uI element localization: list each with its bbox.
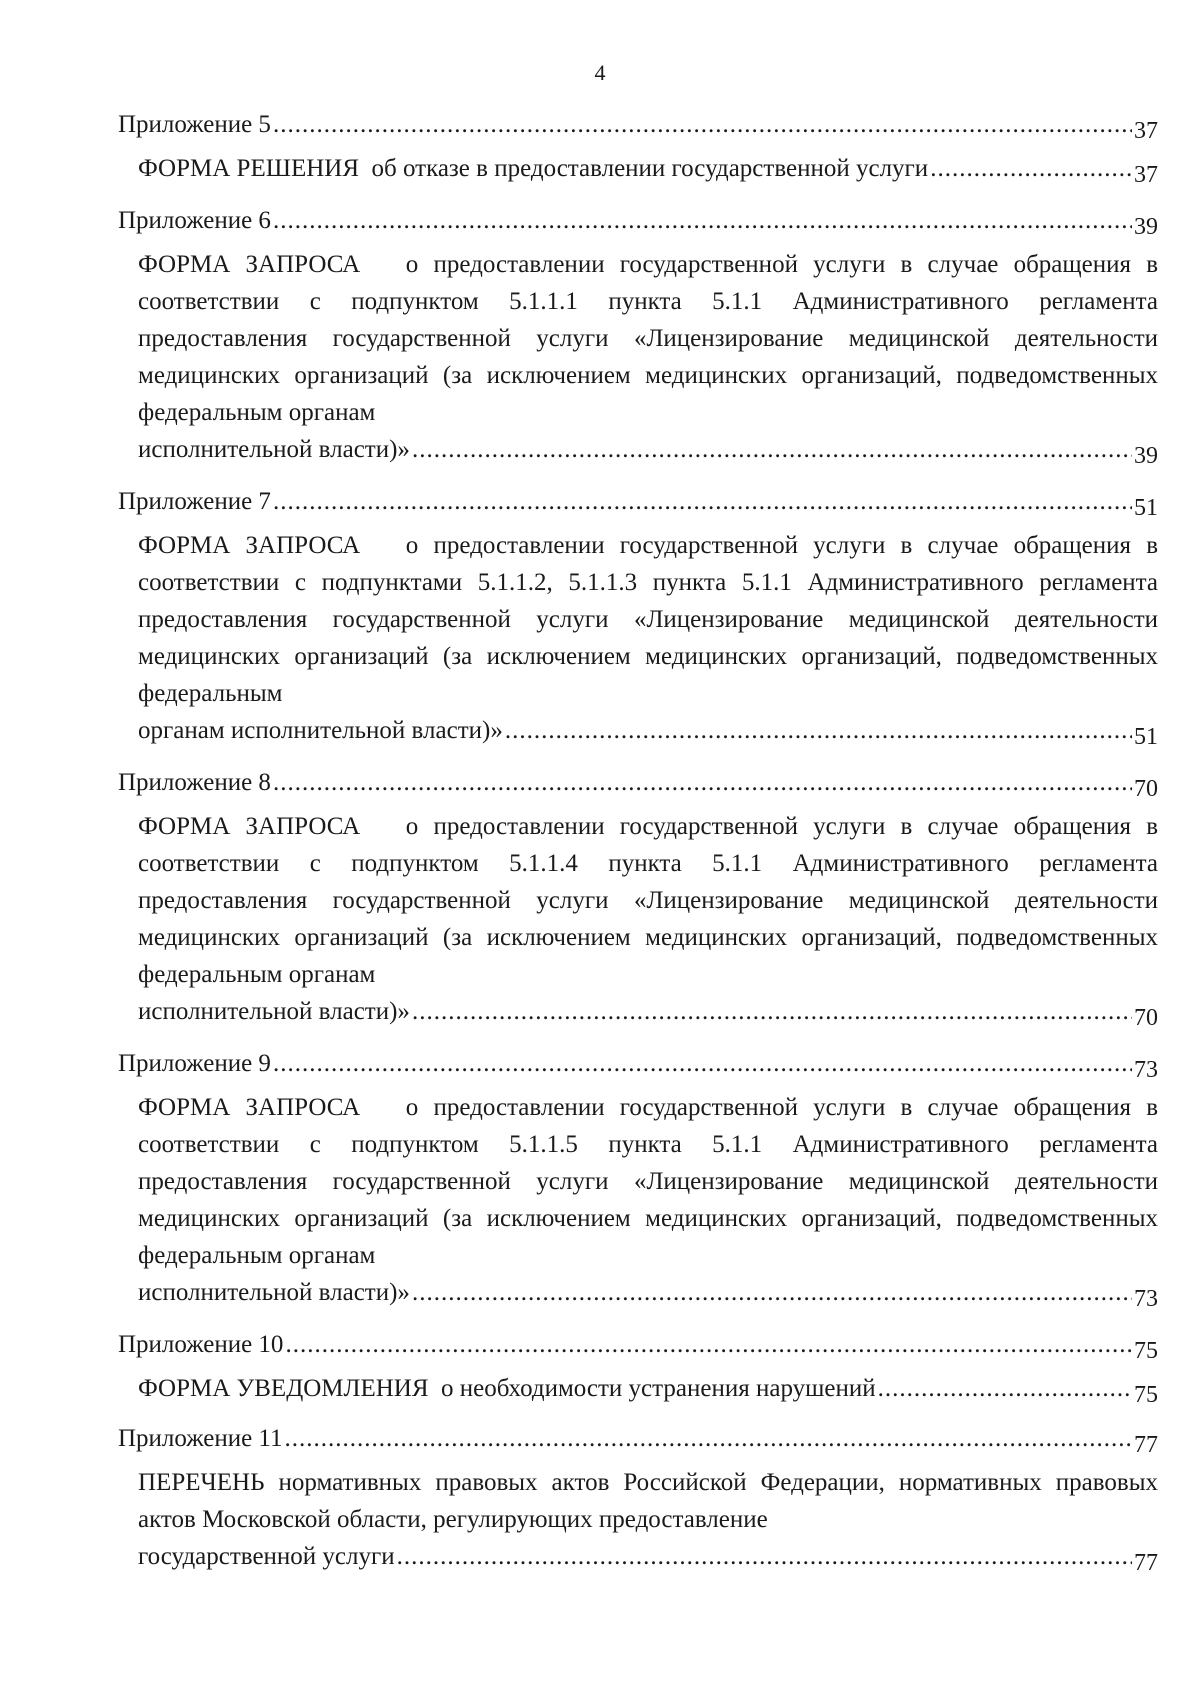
subentry-head: ФОРМА УВЕДОМЛЕНИЯ <box>138 1375 429 1402</box>
dot-leader <box>397 1538 1132 1575</box>
appendix-page-number: 77 <box>1134 1432 1158 1458</box>
toc-appendix-line[interactable] <box>118 1328 1158 1362</box>
toc-subentry[interactable] <box>118 1464 1158 1576</box>
toc-entry <box>118 204 1158 469</box>
subentry-last-line: исполнительной власти)» <box>138 998 410 1025</box>
subentry-text: о предоставлении государственной услуги в случае обращения в соответствии с подпунктом 5.1.1.4 пункта 5.1.1 Административного регламента предоставления государственной услуги «Лицензирование медицинской деятельности медицинских организаций (за исключением медицинских организаций, подведомственных федеральным органам <box>138 813 1159 988</box>
toc-entry <box>118 1422 1158 1576</box>
toc-appendix-line[interactable] <box>118 204 1158 238</box>
subentry-last-line: исполнительной власти)» <box>138 436 410 463</box>
subentry-page-number: 51 <box>1134 724 1158 750</box>
toc-subentry-line <box>138 712 1158 750</box>
toc-subentry[interactable] <box>118 246 1158 469</box>
subentry-page-number: 70 <box>1134 1005 1158 1031</box>
subentry-text: о необходимости устранения нарушений <box>441 1375 876 1402</box>
dot-leader <box>273 204 1132 238</box>
dot-leader <box>930 150 1132 187</box>
dot-leader <box>505 712 1132 749</box>
appendix-page-number: 73 <box>1134 1057 1158 1083</box>
appendix-page-number: 39 <box>1134 214 1158 240</box>
appendix-page-number: 70 <box>1134 776 1158 802</box>
subentry-head: ФОРМА ЗАПРОСА <box>138 1094 361 1121</box>
toc-subentry <box>118 1370 1158 1408</box>
appendix-title: Приложение 10 <box>118 1331 284 1358</box>
table-of-contents <box>118 108 1158 1592</box>
appendix-title: Приложение 8 <box>118 769 271 796</box>
appendix-title: Приложение 11 <box>118 1425 283 1452</box>
subentry-page-number: 37 <box>1134 162 1158 188</box>
subentry-head: ФОРМА ЗАПРОСА <box>138 813 361 840</box>
toc-entry <box>118 1328 1158 1408</box>
toc-entry <box>118 766 1158 1031</box>
subentry-page-number: 73 <box>1134 1286 1158 1312</box>
toc-subentry[interactable] <box>118 808 1158 1031</box>
dot-leader <box>273 108 1132 142</box>
appendix-page-number: 37 <box>1134 118 1158 144</box>
dot-leader <box>412 993 1132 1030</box>
subentry-head: ФОРМА РЕШЕНИЯ <box>138 155 359 182</box>
dot-leader <box>273 766 1132 800</box>
toc-subentry[interactable] <box>118 527 1158 750</box>
toc-entry <box>118 1047 1158 1312</box>
dot-leader <box>273 1047 1132 1081</box>
toc-subentry-line <box>138 1274 1158 1312</box>
toc-subentry-line <box>138 993 1158 1031</box>
appendix-title: Приложение 5 <box>118 111 271 138</box>
dot-leader <box>285 1422 1132 1456</box>
subentry-text: о предоставлении государственной услуги в случае обращения в соответствии с подпунктами 5.1.1.2, 5.1.1.3 пункта 5.1.1 Административного регламента предоставления государственной услуги «Лицензирование медицинской деятельности медицинских организаций (за исключением медицинских организаций, подведомственных федеральным <box>138 532 1159 707</box>
toc-appendix-line[interactable] <box>118 108 1158 142</box>
appendix-page-number: 51 <box>1134 495 1158 521</box>
toc-entry <box>118 485 1158 750</box>
subentry-last-line: исполнительной власти)» <box>138 1279 410 1306</box>
dot-leader <box>273 485 1132 519</box>
subentry-text: об отказе в предоставлении государственной услуги <box>371 155 929 182</box>
subentry-text: о предоставлении государственной услуги в случае обращения в соответствии с подпунктом 5.1.1.5 пункта 5.1.1 Административного регламента предоставления государственной услуги «Лицензирование медицинской деятельности медицинских организаций (за исключением медицинских организаций, подведомственных федеральным органам <box>138 1094 1159 1269</box>
toc-subentry-line[interactable] <box>138 150 1158 188</box>
page-number: 4 <box>594 60 606 85</box>
toc-subentry-line <box>138 431 1158 469</box>
dot-leader <box>285 1328 1132 1362</box>
toc-subentry-line <box>138 1538 1158 1576</box>
dot-leader <box>878 1370 1132 1407</box>
subentry-last-line: государственной услуги <box>138 1543 395 1570</box>
subentry-text: нормативных правовых актов Российской Федерации, нормативных правовых актов Московской области, регулирующих предоставление <box>138 1469 1158 1533</box>
subentry-last-line: органам исполнительной власти)» <box>138 717 503 744</box>
subentry-text: о предоставлении государственной услуги в случае обращения в соответствии с подпунктом 5.1.1.1 пункта 5.1.1 Административного регламента предоставления государственной услуги «Лицензирование медицинской деятельности медицинских организаций (за исключением медицинских организаций, подведомственных федеральным органам <box>138 251 1159 426</box>
subentry-head: ФОРМА ЗАПРОСА <box>138 251 361 278</box>
dot-leader <box>412 431 1132 468</box>
toc-subentry[interactable] <box>118 1089 1158 1312</box>
appendix-title: Приложение 7 <box>118 488 271 515</box>
toc-appendix-line[interactable] <box>118 485 1158 519</box>
toc-appendix-line[interactable] <box>118 766 1158 800</box>
subentry-head: ПЕРЕЧЕНЬ <box>138 1469 265 1496</box>
toc-appendix-line[interactable] <box>118 1422 1158 1456</box>
appendix-title: Приложение 9 <box>118 1050 271 1077</box>
subentry-page-number: 75 <box>1134 1382 1158 1408</box>
dot-leader <box>412 1274 1132 1311</box>
toc-appendix-line[interactable] <box>118 1047 1158 1081</box>
appendix-title: Приложение 6 <box>118 207 271 234</box>
toc-entry <box>118 108 1158 188</box>
toc-subentry <box>118 150 1158 188</box>
appendix-page-number: 75 <box>1134 1338 1158 1364</box>
toc-subentry-line[interactable] <box>138 1370 1158 1408</box>
subentry-head: ФОРМА ЗАПРОСА <box>138 532 361 559</box>
subentry-page-number: 77 <box>1134 1550 1158 1576</box>
subentry-page-number: 39 <box>1134 443 1158 469</box>
